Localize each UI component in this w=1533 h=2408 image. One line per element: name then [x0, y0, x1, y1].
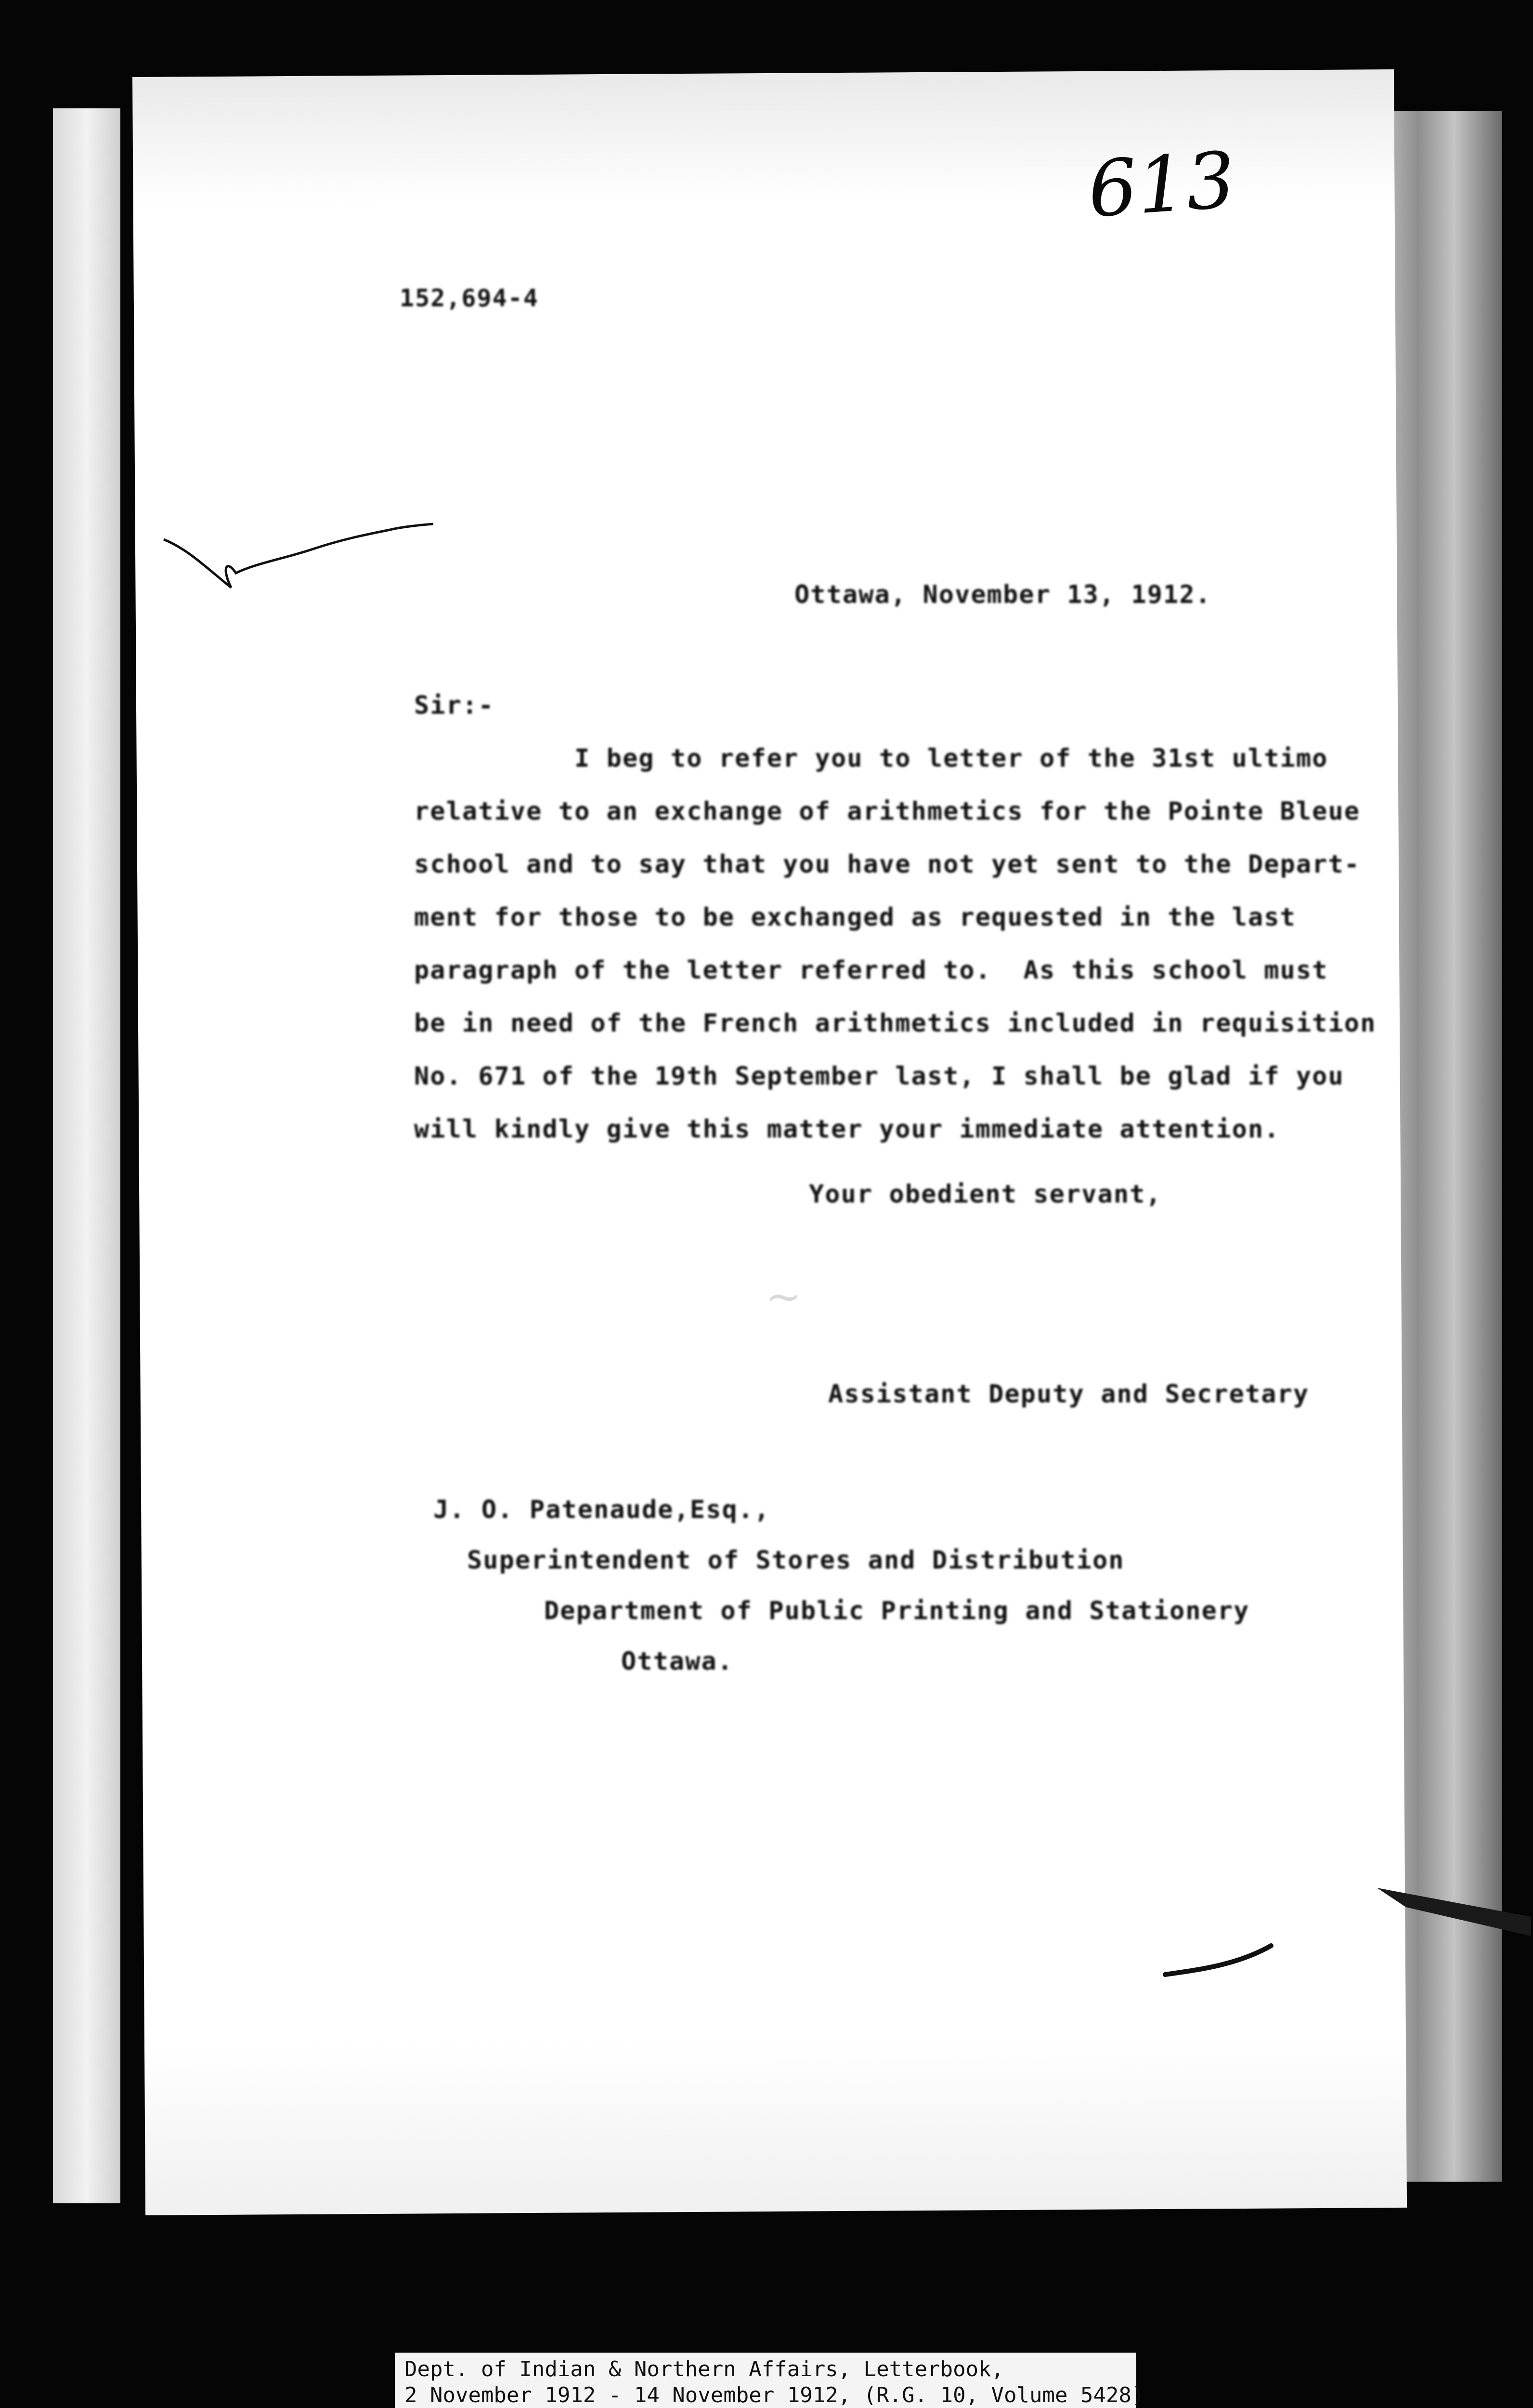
- addressee-city: Ottawa.: [621, 1647, 734, 1676]
- body-line: paragraph of the letter referred to. As this school must: [414, 956, 1328, 985]
- pen-mark: [1156, 1926, 1300, 1984]
- body-line: No. 671 of the 19th September last, I shall be glad if you: [414, 1062, 1344, 1091]
- closing: Your obedient servant,: [809, 1180, 1162, 1209]
- addressee-name: J. O. Patenaude,Esq.,: [433, 1495, 770, 1524]
- handwritten-scribble: [159, 510, 448, 607]
- body-line: relative to an exchange of arithmetics for the Pointe Bleue: [414, 797, 1361, 826]
- body-line: ment for those to be exchanged as requested in the last: [414, 903, 1296, 932]
- faint-signature: ~: [766, 1271, 802, 1322]
- catalogue-line: 2 November 1912 - 14 November 1912, (R.G. 10, Volume 5428): [404, 2383, 1144, 2408]
- salutation: Sir:-: [414, 691, 494, 720]
- page-number: 613: [1085, 134, 1238, 235]
- date-line: Ottawa, November 13, 1912.: [794, 580, 1211, 609]
- body-line: school and to say that you have not yet sent to the Depart-: [414, 850, 1361, 879]
- signature-title: Assistant Deputy and Secretary: [828, 1380, 1310, 1409]
- body-line: will kindly give this matter your immediate attention.: [414, 1115, 1280, 1144]
- binding-tab: [1377, 1878, 1531, 1936]
- left-page-edge: [53, 108, 120, 2203]
- addressee-department: Department of Public Printing and Stationery: [544, 1597, 1250, 1625]
- reference-number: 152,694-4: [400, 284, 539, 312]
- body-line: be in need of the French arithmetics included in requisition: [414, 1009, 1377, 1038]
- catalogue-line: Dept. of Indian & Northern Affairs, Letterbook,: [404, 2357, 1004, 2382]
- addressee-title: Superintendent of Stores and Distribution: [467, 1546, 1125, 1575]
- body-line: I beg to refer you to letter of the 31st ultimo: [414, 744, 1328, 773]
- catalogue-label: [395, 2353, 1144, 2408]
